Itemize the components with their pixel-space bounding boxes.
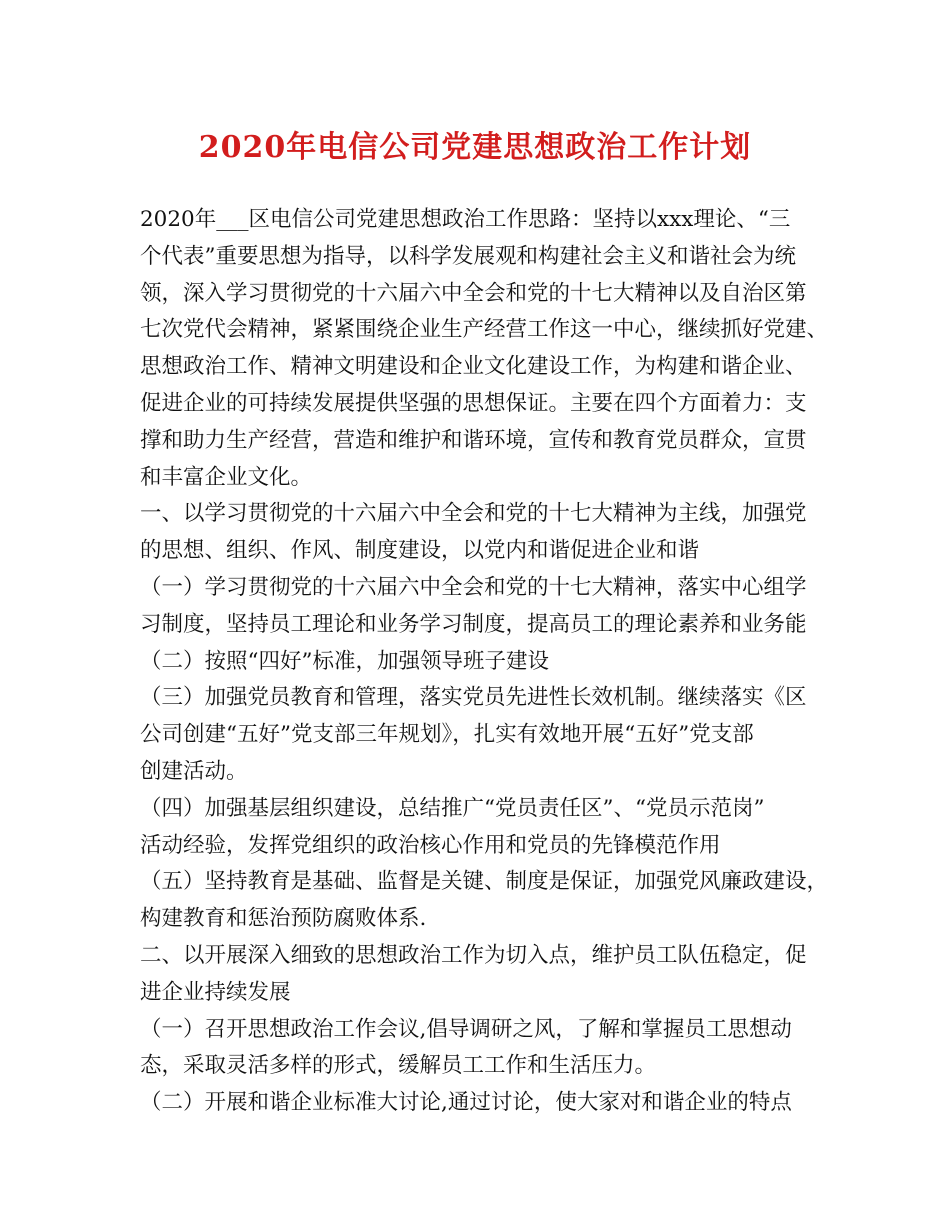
text-line: （三）加强党员教育和管理，落实党员先进性长效机制。继续落实《区 bbox=[140, 685, 807, 711]
text-line: 领，深入学习贯彻党的十六届六中全会和党的十七大精神以及自治区第 bbox=[140, 280, 807, 306]
text-line: 构建教育和惩治预防腐败体系. bbox=[140, 906, 427, 932]
document-title: 2020年电信公司党建思想政治工作计划 bbox=[198, 130, 752, 165]
section-heading-line: 的思想、组织、作风、制度建设，以党内和谐促进企业和谐 bbox=[140, 538, 700, 564]
text-line: 七次党代会精神，紧紧围绕企业生产经营工作这一中心，继续抓好党建、 bbox=[140, 317, 829, 343]
text-line: 态，采取灵活多样的形式，缓解员工工作和生活压力。 bbox=[140, 1053, 657, 1079]
text-line: （二）开展和谐企业标准大讨论,通过讨论，使大家对和谐企业的特点 bbox=[140, 1090, 792, 1116]
section-heading-line: 二、以开展深入细致的思想政治工作为切入点，维护员工队伍稳定，促 bbox=[140, 942, 807, 968]
text-line: 思想政治工作、精神文明建设和企业文化建设工作，为构建和谐企业、 bbox=[140, 354, 807, 380]
text-line: （五）坚持教育是基础、监督是关键、制度是保证，加强党风廉政建设， bbox=[140, 869, 829, 895]
text-line: （二）按照“四好”标准，加强领导班子建设 bbox=[140, 648, 549, 674]
text-line: 习制度，坚持员工理论和业务学习制度，提高员工的理论素养和业务能 bbox=[140, 611, 807, 637]
text-line: 个代表”重要思想为指导，以科学发展观和构建社会主义和谐社会为统 bbox=[140, 243, 796, 269]
text-line: 2020年___区电信公司党建思想政治工作思路：坚持以xxx理论、“三 bbox=[140, 207, 791, 232]
text-line: 撑和助力生产经营，营造和维护和谐环境，宣传和教育党员群众，宣贯 bbox=[140, 427, 807, 453]
text-line: 促进企业的可持续发展提供坚强的思想保证。主要在四个方面着力：支 bbox=[140, 390, 807, 416]
text-line: （一）召开思想政治工作会议,倡导调研之风，了解和掌握员工思想动 bbox=[140, 1016, 792, 1042]
section-heading-line: 进企业持续发展 bbox=[140, 979, 291, 1005]
text-line: 和丰富企业文化。 bbox=[140, 464, 313, 490]
text-line: 活动经验，发挥党组织的政治核心作用和党员的先锋模范作用 bbox=[140, 832, 721, 858]
text-line: 创建活动。 bbox=[140, 758, 248, 784]
text-line: （一）学习贯彻党的十六届六中全会和党的十七大精神，落实中心组学 bbox=[140, 574, 807, 600]
text-line: 公司创建“五好”党支部三年规划》，扎实有效地开展“五好”党支部 bbox=[140, 722, 754, 748]
document-body bbox=[140, 202, 829, 1122]
section-heading-line: 一、以学习贯彻党的十六届六中全会和党的十七大精神为主线，加强党 bbox=[140, 501, 807, 527]
text-line: （四）加强基层组织建设，总结推广“党员责任区”、“党员示范岗” bbox=[140, 795, 765, 821]
